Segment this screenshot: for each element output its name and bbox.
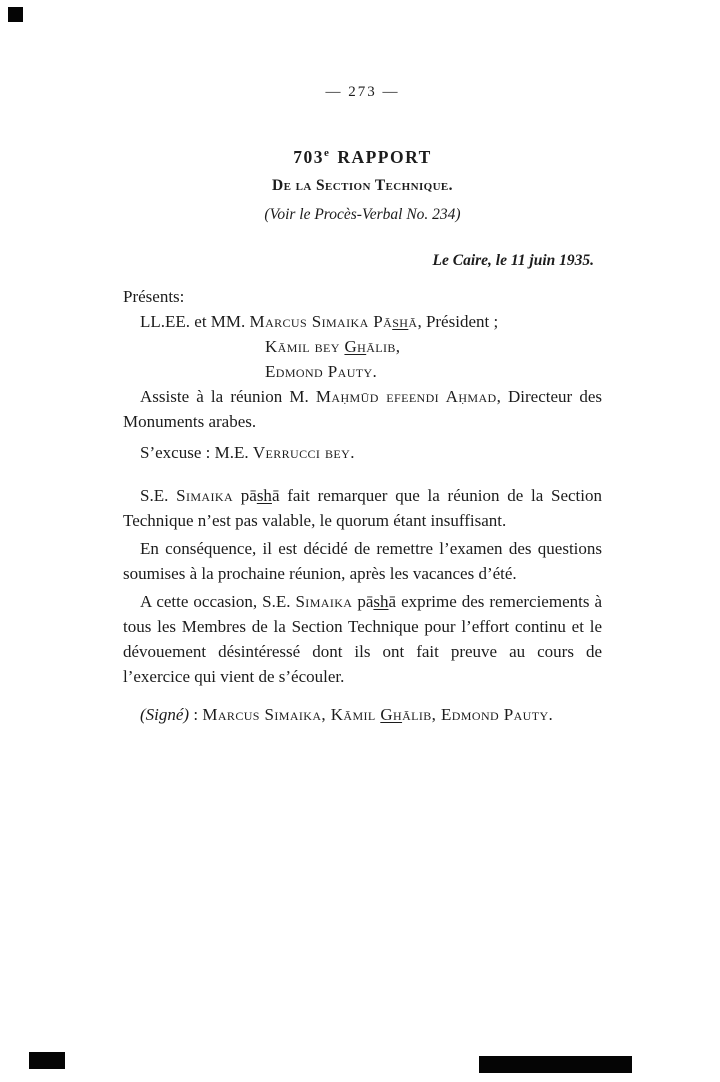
text-segment: S.E. [140,485,177,505]
attendee-name: Edmond Pauty. [265,361,378,381]
text-segment: . [350,442,355,462]
scan-artifact-bottom-left [29,1052,65,1069]
attendee-name: Kāmil bey [265,336,345,356]
person-name: Simaika [295,591,353,611]
attendee-name-underlined: Gh [344,336,367,356]
assiste-paragraph [123,384,602,434]
attendee-name: Maḥmūd efeendi Aḥmad [315,386,497,406]
report-subtitle: De la Section Technique. [272,176,453,194]
attendee-name: Verrucci bey [252,442,351,462]
text-segment: ā exprime des remerciements à tous les Membres de la Section Technique pour l’effort continu et le dévouement désintéressé dont ils ont fait preuve au cours de l’exercice qui vient de s’écouler. [123,591,602,686]
attendee-name: ā [408,311,418,331]
attendee-prefix: LL.EE. et MM. [140,311,250,331]
signed-label: (Signé) [140,704,190,724]
signatory-names: ālib, Edmond Pauty. [402,704,554,724]
text-segment: S’excuse : M.E. [140,442,253,462]
dateline: Le Caire, le 11 juin 1935. [432,251,594,269]
report-title [123,142,602,168]
text-segment: pā [233,485,257,505]
text-segment: pā [352,591,374,611]
page-number: — 273 — [325,84,400,100]
signatory-names: Marcus Simaika, Kāmil [202,704,381,724]
text-segment: A cette occasion, S.E. [140,591,296,611]
text-segment: ā fait remarquer que la réunion de la Section Technique n’est pas valable, le quorum étant insuffisant. [123,485,603,530]
presents-label: Présents: [123,286,185,306]
report-title-number: 703 [293,146,324,167]
scan-artifact-top-left [8,7,23,22]
attendee-line-edmond [265,359,602,384]
page-content [123,0,602,727]
attendee-line-president [123,309,602,334]
signature-line [123,702,602,727]
scan-artifact-bottom-right [479,1056,632,1073]
report-title-ordinal: e [323,147,331,159]
text-segment-underlined: sh [256,485,272,505]
signatory-name-underlined: Gh [380,704,403,724]
attendee-role: , Président ; [417,311,499,331]
attendee-name-underlined: sh [392,311,409,331]
proces-verbal-reference: (Voir le Procès-Verbal No. 234) [264,205,461,223]
attendee-name: ālib, [366,336,401,356]
person-name: Simaika [176,485,234,505]
text-segment: , Directeur des Monuments arabes. [123,386,603,431]
body-paragraph-1 [123,483,602,533]
body-paragraph-2: En conséquence, il est décidé de remettre l’examen des questions soumises à la prochaine réunion, après les vacances d’été. [123,538,602,583]
body-paragraph-3 [123,589,602,689]
attendee-line-kamil [265,334,602,359]
text-segment-underlined: sh [373,591,389,611]
report-title-word: RAPPORT [337,146,432,167]
excuse-line [123,440,602,465]
text-segment: : [189,704,203,724]
attendee-name: Marcus Simaika Pā [249,311,393,331]
text-segment: Assiste à la réunion M. [140,386,316,406]
